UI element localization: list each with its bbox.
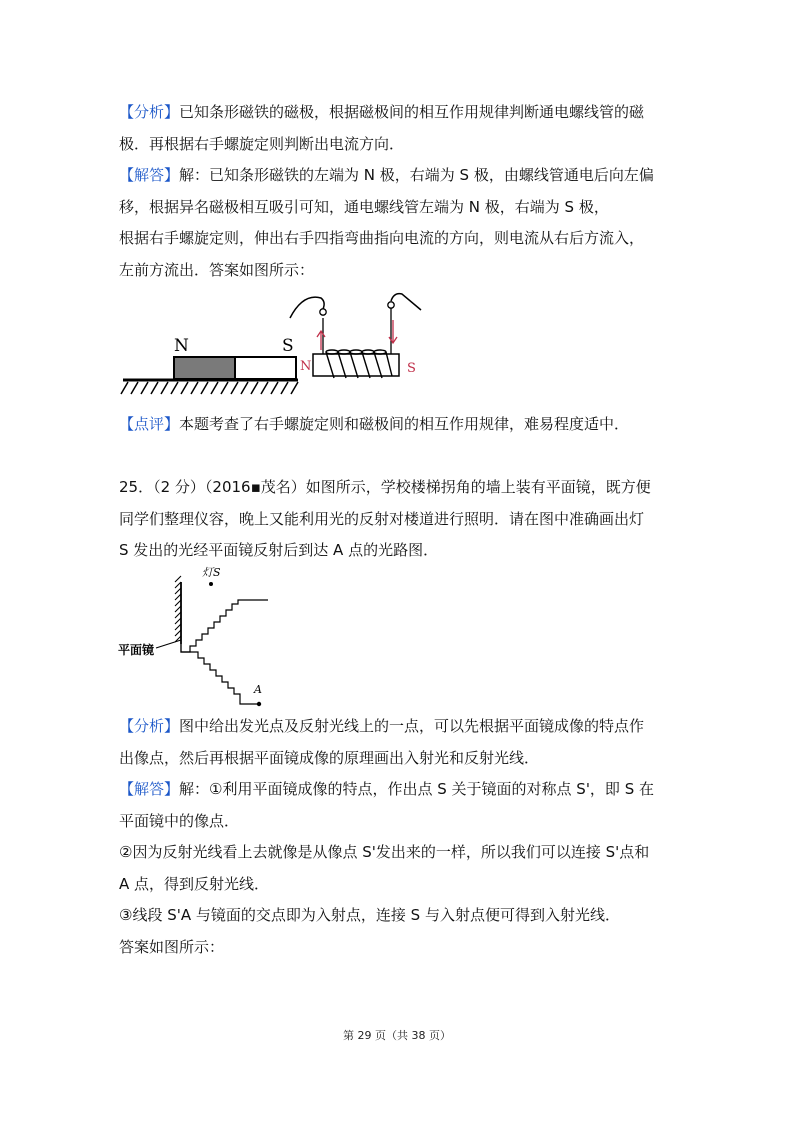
answer-25 — [119, 774, 679, 963]
answer-text: 解：①利用平面镜成像的特点，作出点 S 关于镜面的对称点 S'，即 S 在 — [179, 780, 654, 798]
left-terminal — [320, 309, 326, 315]
comment-text: 本题考查了右手螺旋定则和磁极间的相互作用规律，难易程度适中． — [179, 415, 630, 433]
point-a — [257, 702, 261, 706]
staircase-mirror-figure — [118, 562, 278, 712]
lamp-label: 灯S — [202, 566, 221, 579]
ground-hatch — [121, 382, 298, 394]
lower-stairs — [181, 644, 261, 704]
answer-text: ②因为反射光线看上去就像是从像点 S'发出来的一样，所以我们可以连接 S'点和 — [119, 843, 650, 861]
answer-text: ③线段 S'A 与镜面的交点即为入射点，连接 S 与入射点便可得到入射光线． — [119, 906, 620, 924]
stem-text: 同学们整理仪容，晚上又能利用光的反射对楼道进行照明．请在图中准确画出灯 — [119, 509, 645, 528]
analysis-text: 已知条形磁铁的磁极，根据磁极间的相互作用规律判断通电螺线管的磁 — [179, 103, 645, 121]
magnet-south-half — [235, 357, 296, 379]
magnet-south-label: S — [282, 336, 294, 356]
answer-text: 移，根据异名磁极相互吸引可知，通电螺线管左端为 N 极，右端为 S 极， — [119, 197, 609, 216]
comment-tag: 【点评】 — [119, 415, 180, 433]
analysis-text: 极．再根据右手螺旋定则判断出电流方向． — [119, 134, 405, 153]
answer-text: 平面镜中的像点． — [119, 811, 240, 830]
answer-text: 答案如图所示： — [119, 937, 225, 956]
left-hook — [290, 297, 324, 318]
point-a-label: A — [254, 683, 262, 696]
answer-text: 左前方流出．答案如图所示： — [119, 260, 315, 279]
analysis-tag: 【分析】 — [119, 103, 180, 121]
lamp-point — [209, 582, 213, 586]
mirror-label: 平面镜 — [118, 643, 155, 657]
analysis-text: 图中给出发光点及反射光线上的一点，可以先根据平面镜成像的特点作 — [179, 717, 645, 735]
upper-stairs — [181, 600, 268, 652]
stem-text: 25．（2 分）（2016▪茂名）如图所示，学校楼梯拐角的墙上装有平面镜，既方便 — [119, 478, 651, 496]
question-25-stem — [119, 472, 679, 567]
answer-tag: 【解答】 — [119, 780, 180, 798]
analysis-tag: 【分析】 — [119, 717, 180, 735]
right-terminal — [388, 302, 394, 308]
answer-text: 解：已知条形磁铁的左端为 N 极，右端为 S 极，由螺线管通电后向左偏 — [179, 166, 654, 184]
answer-text: 根据右手螺旋定则，伸出右手四指弯曲指向电流的方向，则电流从右后方流入， — [119, 229, 645, 247]
answer-text: A 点，得到反射光线． — [119, 874, 270, 893]
coil-south-label: S — [407, 361, 416, 376]
answer-tag: 【解答】 — [119, 166, 180, 184]
magnet-north-half — [174, 357, 235, 379]
mirror-pointer — [156, 640, 181, 648]
comment-24 — [119, 409, 679, 441]
analysis-24 — [119, 97, 679, 160]
magnet-solenoid-figure — [118, 288, 448, 400]
page-footer: 第 29 页（共 38 页） — [343, 1029, 451, 1042]
analysis-25 — [119, 711, 679, 774]
coil-north-label: N — [300, 359, 312, 374]
answer-24 — [119, 160, 679, 286]
magnet-north-label: N — [174, 336, 189, 356]
stem-text: S 发出的光经平面镜反射后到达 A 点的光路图． — [119, 541, 439, 559]
right-hook — [391, 294, 421, 310]
analysis-text: 出像点，然后再根据平面镜成像的原理画出入射光和反射光线． — [119, 748, 540, 767]
